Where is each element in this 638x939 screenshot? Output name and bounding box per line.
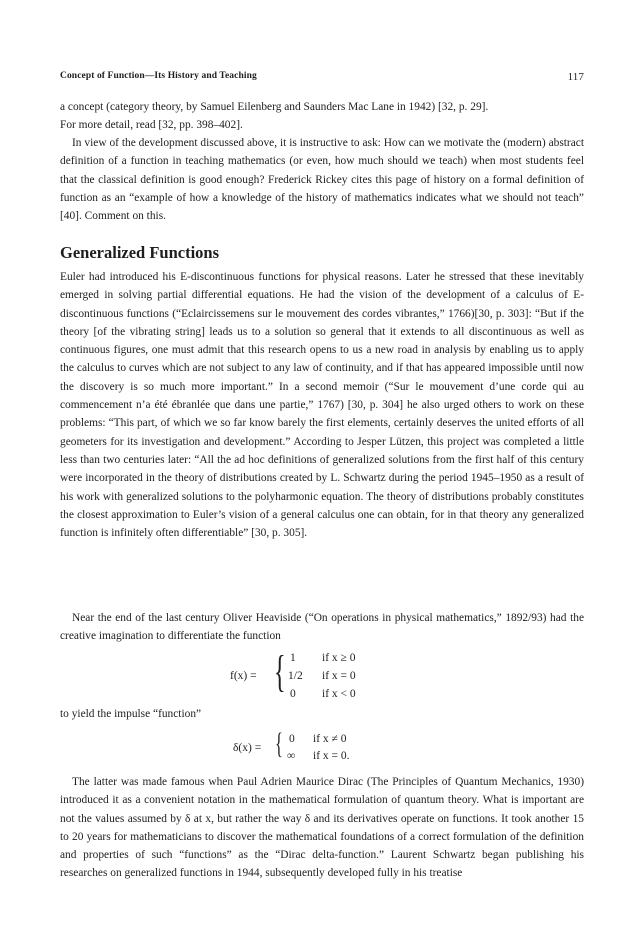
intro-paragraph: In view of the development discussed above, it is instructive to ask: How can we motivate the (modern) abstract definition of a function in teaching mathematics (or even, how much should we teach) when most students feel that the classical definition is good enough? Frederick Rickey cites this page of history on a formal definition of function as an “example of how a knowledge of the history of mathematics indicates what we should not teach” [40]. Comment on this. bbox=[60, 137, 584, 223]
intro-line-2: For more detail, read [32, pp. 398–402]. bbox=[60, 119, 243, 131]
between-text: to yield the impulse “function” bbox=[60, 708, 202, 720]
intro-line-1: a concept (category theory, by Samuel Eilenberg and Saunders Mac Lane in 1942) [32, p. 29]. bbox=[60, 101, 489, 113]
equation-f bbox=[230, 648, 430, 704]
equation-f-value-2: 1/2 bbox=[288, 670, 303, 682]
page-number: 117 bbox=[567, 71, 584, 83]
left-brace: { bbox=[274, 647, 286, 696]
equation-delta bbox=[233, 727, 433, 771]
running-title: Concept of Function—Its History and Teaching bbox=[60, 71, 257, 81]
equation-f-condition-3: if x < 0 bbox=[322, 688, 356, 700]
equation-delta-lhs: δ(x) = bbox=[233, 742, 262, 754]
running-header bbox=[60, 71, 584, 81]
equation-f-condition-1: if x ≥ 0 bbox=[322, 652, 356, 664]
equation-f-value-1: 1 bbox=[290, 652, 296, 664]
equation-delta-value-1: 0 bbox=[289, 733, 295, 745]
equation-delta-condition-1: if x ≠ 0 bbox=[313, 733, 347, 745]
section-heading: Generalized Functions bbox=[60, 243, 220, 262]
section-paragraph-3: The latter was made famous when Paul Adrien Maurice Dirac (The Principles of Quantum Mechanics, 1930) introduced it as a convenient notation in the mathematical formulation of quantum theory. What is important are not the values assumed by δ at x, but rather the way δ and its derivatives operate on functions. It took another 15 to 20 years for mathematicians to discover the mathematical foundations of a correct formulation of the definition and properties of such “functions” as the “Dirac delta-function.” Laurent Schwartz began publishing his researches on generalized functions in 1944, subsequently developed fully in his treatise bbox=[60, 776, 584, 880]
equation-f-value-3: 0 bbox=[290, 688, 296, 700]
equation-delta-value-2: ∞ bbox=[287, 750, 296, 762]
equation-delta-condition-2: if x = 0. bbox=[313, 750, 350, 762]
equation-f-lhs: f(x) = bbox=[230, 670, 257, 682]
section-paragraph-1: Euler had introduced his E-discontinuous functions for physical reasons. Later he stressed that these inevitably emerged in solving partial differential equations. He had the vision of the development of a calculus of E-discontinuous functions (“Eclaircissemens sur le mouvement des cordes vibrantes,” 1766)[30, p. 303]: “But if the theory [of the vibrating string] leads us to a solution so general that it extends to all discontinuous as well as continuous figures, one must admit that this research opens to us a new road in analysis by enabling us to apply the calculus to curves which are not subject to any law of continuity, and if that has appeared impossible until now the discovery is so much more important.” In a second memoir (“Sur le mouvement d’une corde qui au commencement n’a été ébranlée que dans une partie,” 1767) [30, p. 304] he also urged others to work on these problems: “This part, of which we so far know barely the first elements, certainly deserves the united efforts of all geometers for its investigation and development.” According to Jesper Lützen, this project was completed a little less than two centuries later: “All the ad hoc definitions of generalized solutions from the first half of this century were incorporated in the theory of distributions created by L. Schwartz during the period 1945–1950 as a result of his work with generalized solutions to the polyharmonic equation. The theory of distributions probably constitutes the closest approximation to Euler’s vision of a general calculus one can obtain, for in that theory any generalized function is infinitely often differentiable” [30, p. 305]. bbox=[60, 271, 584, 540]
equation-f-condition-2: if x = 0 bbox=[322, 670, 356, 682]
left-brace: { bbox=[275, 727, 283, 760]
section-paragraph-2: Near the end of the last century Oliver Heaviside (“On operations in physical mathematics,” 1892/93) had the creative imagination to differentiate the function bbox=[60, 612, 584, 643]
